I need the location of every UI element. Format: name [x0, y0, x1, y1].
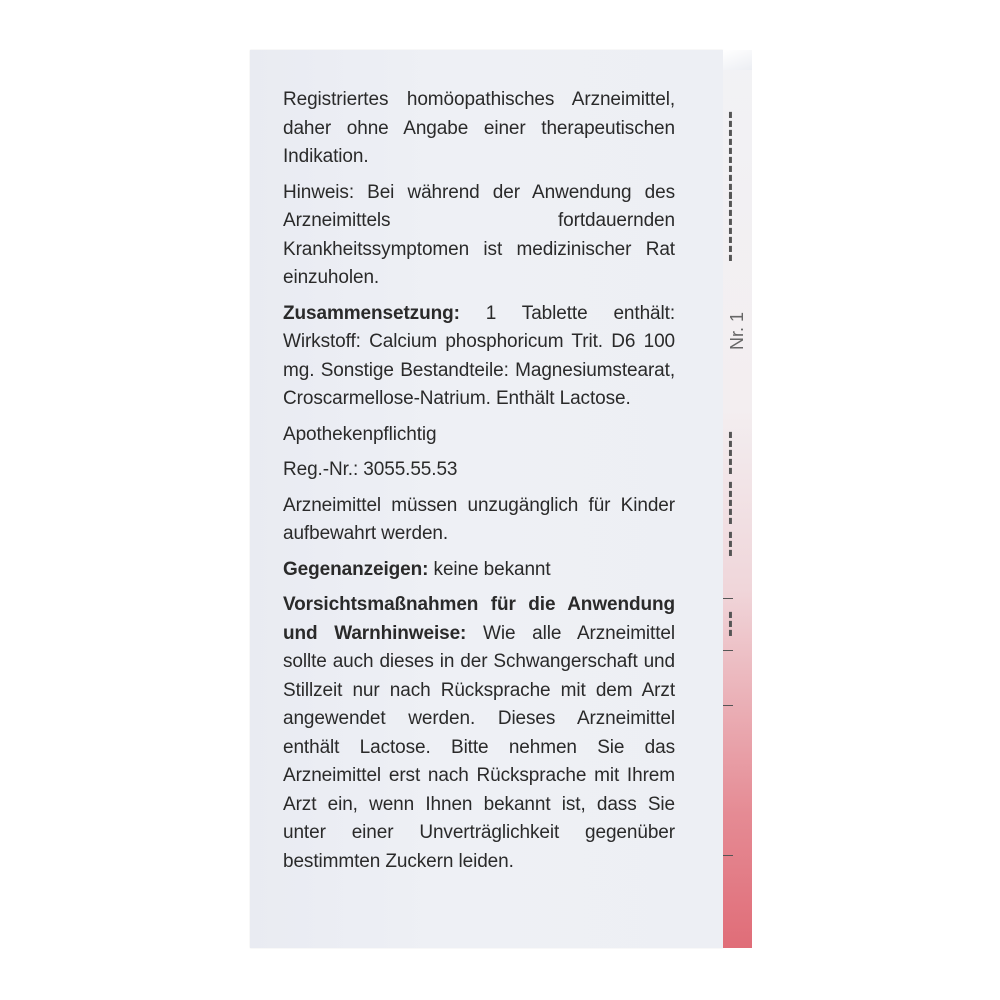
registration-note: Registriertes homöopathisches Arzneimittel, daher ohne Angabe einer therapeutischen Indikation.: [283, 89, 675, 167]
composition-text: 1 Tablette enthält: Wirkstoff: Calcium phosphoricum Trit. D6 100 mg. Sonstige Bestandteile: Magnesiumstearat, Croscarmellose-Natrium. Enthält Lactose.: [283, 302, 675, 409]
precautions-label: Vorsichtsmaßnahmen für die Anwendung und Warnhinweise:: [283, 594, 675, 644]
advice-note: Hinweis: Bei während der Anwendung des Arzneimittels fortdauernden Krankheitssymptomen ist medizinischer Rat einzuholen.: [283, 181, 675, 288]
side-divider: [723, 705, 733, 706]
pharmacy-only: Apothekenpflichtig: [283, 423, 437, 445]
composition-label: Zusammensetzung:: [283, 302, 460, 324]
contraindications-label: Gegenanzeigen:: [283, 558, 429, 580]
box-side-panel: [723, 50, 752, 948]
side-number: Nr. 1: [727, 312, 747, 351]
side-divider: [723, 855, 733, 856]
side-small-text: ▮▮▮: [726, 610, 735, 637]
contraindications-text: keine bekannt: [428, 558, 551, 580]
side-small-text: ▮▮▮▮▮▮▮▮▮▮: [726, 110, 735, 200]
side-divider: [723, 598, 733, 599]
contraindications: [283, 556, 675, 585]
precautions: [283, 591, 675, 876]
side-small-text: ▮▮▮▮▮▮▮▮: [726, 190, 735, 262]
children-warning: Arzneimittel müssen unzugänglich für Kinder aufbewahrt werden.: [283, 494, 675, 544]
side-fold: [723, 50, 752, 70]
side-small-text: ▮▮▮▮▮: [726, 480, 735, 525]
side-small-text: ▮▮▮▮▮: [726, 430, 735, 475]
precautions-text: Wie alle Arzneimittel sollte auch dieses in der Schwangerschaft und Stillzeit nur nach Rücksprache mit dem Arzt angewendet werden. Dieses Arzneimittel enthält Lactose. Bitte nehmen Sie das Arzneimittel erst nach Rücksprache mit Ihrem Arzt ein, wenn Ihnen bekannt ist, dass Sie unter einer Unverträglichkeit gegenüber bestimmten Zuckern leiden.: [283, 622, 675, 872]
side-divider: [723, 650, 733, 651]
registration-number: Reg.-Nr.: 3055.55.53: [283, 459, 458, 480]
package-leaflet-text: [283, 86, 675, 883]
side-small-text: ▮▮▮: [726, 530, 735, 557]
composition: [283, 300, 675, 414]
